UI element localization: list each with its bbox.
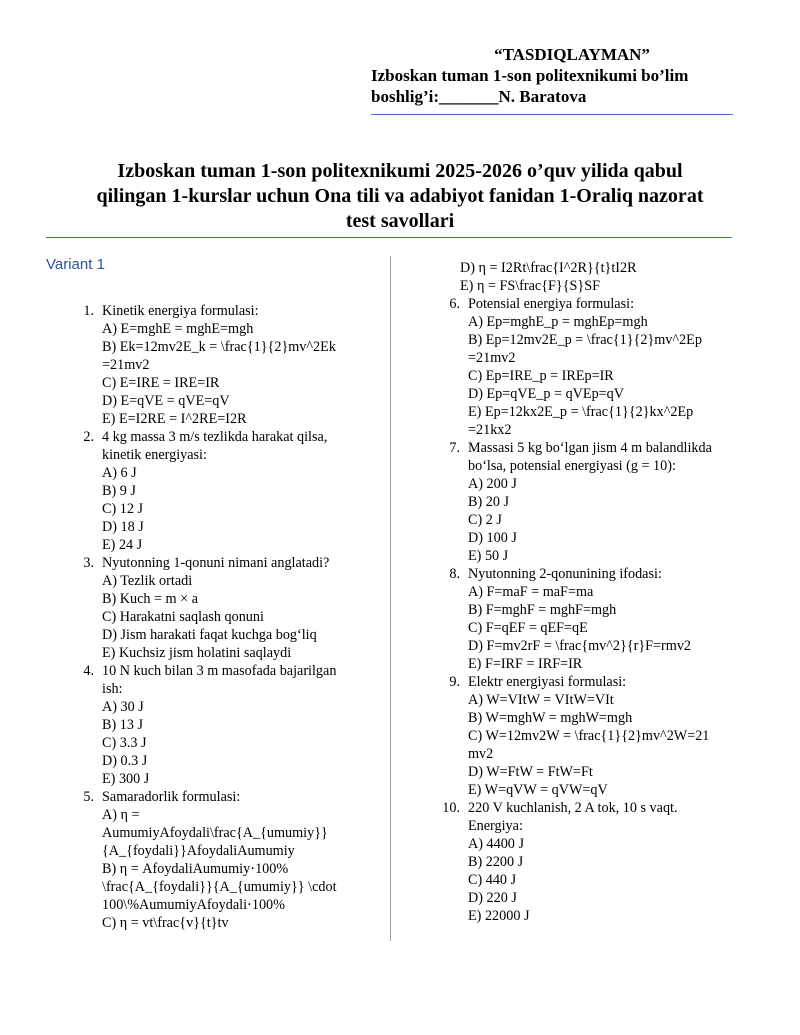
answer-option: C) η = vt\frac{v}{t}tv (102, 915, 229, 931)
question-body (460, 565, 742, 673)
answer-option: \frac{A_{foydali}}{A_{umumiy}} \cdot (102, 879, 337, 895)
answer-option: A) E=mghE = mghE=mgh (102, 321, 254, 337)
answer-option: B) Ek=12mv2E_k = \frac{1}{2}mv^2Ek (102, 339, 336, 355)
question-number: 5. (83, 789, 94, 805)
question-text: Elektr energiyasi formulasi: (468, 674, 627, 690)
answer-option: B) Ep=12mv2E_p = \frac{1}{2}mv^2Ep (468, 332, 702, 348)
question-number: 8. (449, 566, 460, 582)
question-body (460, 799, 742, 925)
answer-option: A) η = (102, 807, 140, 823)
question-text: ish: (102, 681, 123, 697)
question-text: 220 V kuchlanish, 2 A tok, 10 s vaqt. (468, 800, 678, 816)
answer-option: E) Kuchsiz jism holatini saqlaydi (102, 645, 292, 661)
answer-option: E) 300 J (102, 771, 150, 787)
question-body (94, 788, 366, 932)
answer-option: B) 9 J (102, 483, 136, 499)
answer-option: D) η = I2Rt\frac{I^2R}{t}tI2R (460, 260, 637, 276)
question-item (66, 788, 366, 932)
question-number: 10. (442, 800, 460, 816)
question-body (460, 673, 742, 799)
answer-option: =21mv2 (468, 350, 516, 366)
question-item (432, 673, 742, 799)
question-number: 6. (449, 296, 460, 312)
answer-option: E) 24 J (102, 537, 143, 553)
question-body (94, 554, 366, 662)
answer-option: =21kx2 (468, 422, 512, 438)
question-text: Massasi 5 kg bo‘lgan jism 4 m balandlikda (468, 440, 712, 456)
answer-option: A) 30 J (102, 699, 144, 715)
title-line-3: test savollari (345, 210, 455, 232)
answer-option: D) E=qVE = qVE=qV (102, 393, 230, 409)
right-column (432, 259, 742, 925)
answer-option: A) Ep=mghE_p = mghEp=mgh (468, 314, 648, 330)
title-line-2: qilingan 1-kurslar uchun Ona tili va adabiyot fanidan 1-Oraliq nazorat (96, 185, 704, 207)
approval-block (371, 44, 733, 107)
answer-option: B) 13 J (102, 717, 143, 733)
approval-line-2: boshlig’i:_______N. Baratova (371, 87, 587, 106)
question-number: 2. (83, 429, 94, 445)
answer-option: A) Tezlik ortadi (102, 573, 193, 589)
question-body (94, 428, 366, 554)
answer-option: C) 2 J (468, 512, 502, 528)
answer-option: B) F=mghF = mghF=mgh (468, 602, 617, 618)
answer-option: E) 22000 J (468, 908, 530, 924)
question-text: Samaradorlik formulasi: (102, 789, 241, 805)
answer-option: B) W=mghW = mghW=mgh (468, 710, 633, 726)
answer-option: E) W=qVW = qVW=qV (468, 782, 608, 798)
question-number: 7. (449, 440, 460, 456)
answer-option: C) 12 J (102, 501, 143, 517)
title-line-1: Izboskan tuman 1-son politexnikumi 2025-2026 o’quv yilida qabul (117, 160, 683, 182)
question-item (432, 799, 742, 925)
answer-option: A) W=VItW = VItW=VIt (468, 692, 614, 708)
question-item (66, 428, 366, 554)
answer-option: D) 220 J (468, 890, 517, 906)
answer-option: mv2 (468, 746, 494, 762)
question-text: Nyutonning 1-qonuni nimani anglatadi? (102, 555, 330, 571)
approval-stamp: “TASDIQLAYMAN” (494, 45, 650, 64)
answer-option: B) η = AfoydaliAumumiy⋅100% (102, 861, 289, 877)
question-number: 4. (83, 663, 94, 679)
question-number: 9. (449, 674, 460, 690)
answer-option: C) E=IRE = IRE=IR (102, 375, 220, 391)
question-text: bo‘lsa, potensial energiyasi (g = 10): (468, 458, 676, 474)
answer-option: AumumiyAfoydali\frac{A_{umumiy}} (102, 825, 328, 841)
answer-option: D) 100 J (468, 530, 517, 546)
question-item (432, 565, 742, 673)
answer-option: E) F=IRF = IRF=IR (468, 656, 583, 672)
question-body (94, 302, 366, 428)
question-body (460, 295, 742, 439)
question-item (432, 439, 742, 565)
question-item (66, 302, 366, 428)
answer-option: E) Ep=12kx2E_p = \frac{1}{2}kx^2Ep (468, 404, 694, 420)
approval-divider (371, 114, 733, 115)
variant-heading: Variant 1 (46, 256, 105, 273)
left-column (66, 302, 366, 932)
answer-option: D) 0.3 J (102, 753, 148, 769)
question-body (460, 439, 742, 565)
answer-option: C) W=12mv2W = \frac{1}{2}mv^2W=21 (468, 728, 710, 744)
question-text: Nyutonning 2-qonunining ifodasi: (468, 566, 662, 582)
answer-option: C) F=qEF = qEF=qE (468, 620, 588, 636)
answer-option: D) F=mv2rF = \frac{mv^2}{r}F=rmv2 (468, 638, 692, 654)
question-number: 3. (83, 555, 94, 571)
column-divider (390, 256, 391, 941)
answer-option: {A_{foydali}}AfoydaliAumumiy (102, 843, 295, 859)
answer-option: B) 2200 J (468, 854, 524, 870)
question-item (432, 295, 742, 439)
question-5-continuation (432, 259, 742, 295)
approval-line-1: Izboskan tuman 1-son politexnikumi bo’lim (371, 66, 689, 85)
answer-option: D) W=FtW = FtW=Ft (468, 764, 593, 780)
answer-option: B) 20 J (468, 494, 509, 510)
title-divider (46, 237, 732, 238)
question-item (66, 662, 366, 788)
answer-option: C) 440 J (468, 872, 517, 888)
answer-option: A) F=maF = maF=ma (468, 584, 594, 600)
question-text: Energiya: (468, 818, 523, 834)
answer-option: E) η = FS\frac{F}{S}SF (460, 278, 601, 294)
answer-option: =21mv2 (102, 357, 150, 373)
question-text: Kinetik energiya formulasi: (102, 303, 259, 319)
answer-option: E) E=I2RE = I^2RE=I2R (102, 411, 247, 427)
answer-option: D) Ep=qVE_p = qVEp=qV (468, 386, 625, 402)
answer-option: A) 6 J (102, 465, 137, 481)
question-number: 1. (83, 303, 94, 319)
answer-option: E) 50 J (468, 548, 509, 564)
question-text: 10 N kuch bilan 3 m masofada bajarilgan (102, 663, 337, 679)
page-title (46, 159, 754, 234)
answer-option: C) Harakatni saqlash qonuni (102, 609, 264, 625)
question-text: Potensial energiya formulasi: (468, 296, 635, 312)
question-item (66, 554, 366, 662)
answer-option: D) 18 J (102, 519, 144, 535)
answer-option: D) Jism harakati faqat kuchga bog‘liq (102, 627, 317, 643)
question-text: 4 kg massa 3 m/s tezlikda harakat qilsa, (102, 429, 328, 445)
answer-option: B) Kuch = m × a (102, 591, 198, 607)
answer-option: C) 3.3 J (102, 735, 147, 751)
answer-option: C) Ep=IRE_p = IREp=IR (468, 368, 614, 384)
question-text: kinetik energiyasi: (102, 447, 207, 463)
answer-option: A) 4400 J (468, 836, 524, 852)
answer-option: 100\%AumumiyAfoydali⋅100% (102, 897, 285, 913)
answer-option: A) 200 J (468, 476, 517, 492)
question-body (94, 662, 366, 788)
